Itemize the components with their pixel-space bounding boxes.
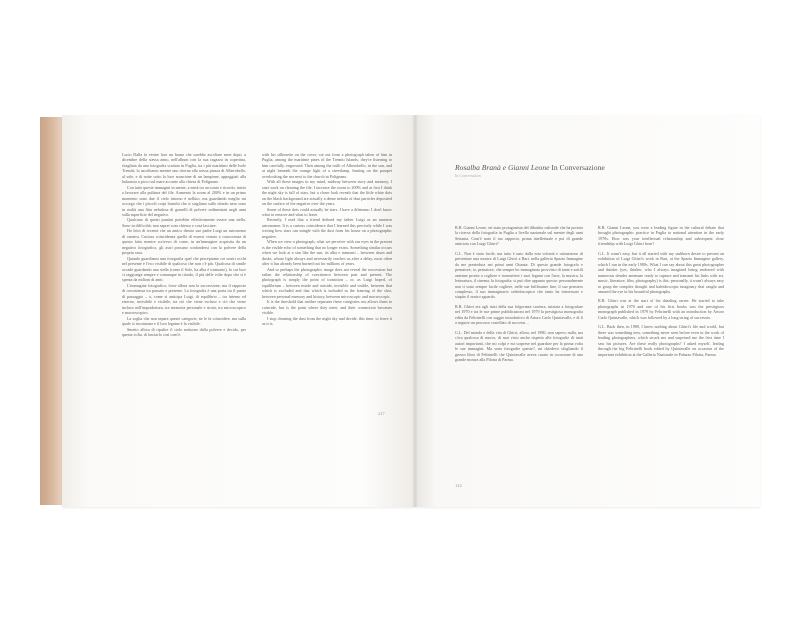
right-page-english-column bbox=[598, 225, 724, 455]
dialogue-paragraph: R.B. Ghirri era agli inizi della sua folgorante carriera, iniziata a fotografare nel 1970 e tra le sue prime pubblicazioni nel 1979 la prestigiosa monografia edita da Feltrinelli con saggio introduttivo di Arturo Carlo Quintavalle, e di lì a seguire un percorso costellato di successi… bbox=[455, 303, 583, 326]
interview-heading bbox=[455, 163, 605, 172]
right-page bbox=[415, 115, 760, 507]
interview-title: In Conversazione bbox=[551, 163, 605, 172]
dialogue-paragraph: G.L. Del mondo e della vita di Ghirri, allora, nel 1980, non sapevo nulla, ma c'era qualcosa di nuovo, di mai visto anche rispetto alle fotografie di tanti autori importanti, che mi colpì e mi sorprese nel guardare per la prima volta le sue immagini. Ma sono fotografie queste?, mi chiedevo sfogliando il grosso libro di Feltrinelli che Quintavalle aveva curato in occasione di una grande mostra alla Pilotta di Parma. bbox=[455, 329, 583, 362]
paragraph: Qualcuno di questi puntini potrebbe effettivamente essere una stella. Sono in difficoltà: non saprei cosa chiesso e cosa lasciare. bbox=[122, 217, 246, 228]
paragraph: It is the threshold that neither separates these categories nor allows them to coincide, but is the point where they meet, and their connection becomes visible. bbox=[262, 299, 392, 316]
paragraph: L'immagine fotografica, forse allora non la successione, ma il rapporto di coesistenza tra passato e presente. La fotografia è una porta tra il punto di passaggio – o, come si anticipa Luigi, di equilibrio – tra interno ed esterno, invisibile e visibile, tra ciò che viene escluso e ciò che viene incluso nell'inquadratura, tra memoria personale e storia, tra microscopico e macroscopico. bbox=[122, 282, 246, 316]
dialogue-paragraph: R.B. Gianni Leone, you were a leading figure in the cultural debate that brought photographic practice in Puglia to national attention in the early 1970s. How was your intellectual relationship and subsequent close friendship with Luigi Ghirri born? bbox=[598, 225, 724, 247]
paragraph: And so perhaps the photographic image does not reveal the succession but rather the relationship of coexistence between past and present. The photograph is simply the point of transition – or, as Luigi hoped, of equilibrium – between inside and outside, invisible and visible, between that which is excluded and that which is included in the framing of the shot, between personal memory and history, between microscopic and macroscopic. bbox=[262, 266, 392, 299]
paragraph: La soglia che non separa queste categorie, ne le fa coincidere, ma sulla quale si incontrano e il loro legame è la visibile. bbox=[122, 315, 246, 327]
paragraph: Ho letto di recente che un amico dentro suo padre Luigi un astronomo di camera. Curiosa coincidenza quella di essersi venuto a conoscenza di questo fatto mentre scrivevo di come, in un'immagine acquisita da un negativo fotografico, gli astri possano confondersi con la polvere della propria casa. bbox=[122, 228, 246, 256]
right-page-italian-column bbox=[455, 225, 583, 455]
paragraph: with his silhouette on the cover, cut out from a photograph taken of him in Puglia, among the maritime pines of the Tremiti Islands; they're listening to him carefully, engrossed. Then among the trulli of Alberobello, in the sun, and at night beneath the orange light of a streetlamp, leaning on the parapet overlooking the sea next to the church in Polignano. bbox=[262, 152, 392, 179]
page-number: 122 bbox=[455, 483, 462, 488]
paragraph: Quando guardiamo una fotografia quel che percepiamo coi nostri occhi nel presente è l'eco visibile di qualcosa che non c'è più. Qualcosa di simile accade guardando una stella (come il Sole, ha alba è tramonto), la cui luce ci raggiunge sempre e comunque in ritardo, il più delle volte dopo che si è spenta da milioni di anni. bbox=[122, 255, 246, 283]
left-page-english-column bbox=[262, 152, 392, 488]
dialogue-paragraph: R.B. Gianni Leone, sei stato protagonista del dibattito culturale che ha portato la ricerca della fotografia in Puglia a livello nazionale sul mentre degli anni Settanta. Com'è nato il tuo rapporto, prima intellettuale e poi di grande amicizia con Luigi Ghirri? bbox=[455, 225, 583, 247]
left-page bbox=[62, 115, 415, 507]
dialogue-paragraph: G.L. Non è stato facile, ma tutto è nato dalla mia volontà e ostinazione di presentare una mostra di Luigi Ghirri a Bari, nella galleria Spazio Immagine da me presieduta nei primi anni Ottanta. Di questo grande fotografo e pensatore, io, pensatore, che sempre ho immaginato provvisto di tante e sottili antenne pronte a cogliere e trasmettere i suoi legami con l'arte, la musica, la letteratura, il cinema, la fotografia; si può dire appunto questo: personalmente non ti sono sempre facile cogliere, nelle sue brillissime fine, il suo pensiero complesso, il suo immaginario caleidoscopico che tanto ha interessato e stupito il nostro sguardo. bbox=[455, 250, 583, 300]
dialogue-paragraph: G.L. Back then, in 1980, I knew nothing about Ghirri's life and world, but there was something new, something never seen before even in the work of leading photographers, which struck me and surprised me the first time I saw his pictures. Are these really photographs? I asked myself, leafing through the big Feltrinelli book edited by Quintavalle on occasion of the important exhibition at the Galleria Nazionale in Palazzo Pilotta, Parma. bbox=[598, 324, 724, 357]
paragraph: I stop cleaning the dust from the night sky and decide, this time, to leave it as it is. bbox=[262, 315, 392, 327]
interview-participants: Rosalba Branà e Gianni Leone bbox=[455, 163, 550, 172]
page-number: 227 bbox=[378, 411, 385, 416]
paragraph: Recently, I read that a friend defined my father Luigi as an amateur astronomer. It is a curious coincidence that I learned this precisely while I was writing how stars can mingle with the dust from his house on a photographic negative. bbox=[262, 217, 392, 239]
paragraph: Smetto allora di ripulire il cielo notturno dalla polvere e decido, per questa volta, di lasciarlo così com'è. bbox=[122, 326, 246, 337]
book-page-edge bbox=[40, 117, 62, 505]
paragraph: Some of these dots could actually be stars. I have a dilemma: I don't know what to remove and what to leave. bbox=[262, 206, 392, 217]
dialogue-paragraph: R.B. Ghirri was at the start of his dazzling career. He started to take photographs in 1970 and one of his first books was the prestigious monograph published in 1979 by Feltrinelli with an introduction by Arturo Carlo Quintavalle, which was followed by a long string of successes. bbox=[598, 298, 724, 320]
paragraph: Con tutte queste immagini in mente, a metà tra racconto e ricordo, inizio a lavorare alla pulitura del file. Aumento la zoom al 200% e in un primo momento sono due il cielo intorno è nelluto, ma guardando meglio mi accorgo che i piccoli corpi bianchi che si stagliano sullo sfondo nero sono in realtà una fitta nebulosa di granelli di polvere sedimentati negli anni sulla superficie del negativo. bbox=[122, 184, 246, 217]
paragraph: When we view a photograph, what we perceive with our eyes in the present is the visible echo of something that no longer exists. Something similar occurs when we look at a star like the sun, its alba e tramonti – between dawn and dusks, whose light always and necessarily reaches us after a delay, most often after it has already been burned out for millions of years. bbox=[262, 239, 392, 267]
interview-subtitle: In Conversation bbox=[455, 173, 481, 178]
book-gutter bbox=[412, 115, 418, 507]
left-page-italian-column bbox=[122, 152, 246, 452]
paragraph: Lucio Dalla fa venire loro un brano che sarebbe ascoltare mesi dopo, a dicembre della stessa anno, nell'album con la sua ragazza in copertina, ritagliata da una fotografia scattata in Puglia, tra i più marittimi delle Isole Tremiti; lo ascoltiamo mentre uno ritorna alla stessa piazza di Alberobello, al sole, e di notte sotto la luce arancione di un lampione, appoggiati alla balaustra a picco sul mare accanto alla chiesa di Polignano. bbox=[122, 152, 246, 185]
paragraph: With all these images in my mind, midway between story and memory, I start work on cleaning the file. I increase the zoom to 200% and at first I think the night sky is full of stars, but a closer look reveals that the little white dots on the black background are actually a dense nebula of dust particles deposited on the surface of the negative over the years. bbox=[262, 179, 392, 207]
dialogue-paragraph: G.L. It wasn't easy, but it all started with my stubborn desire to present an exhibition of Luigi Ghirri's work in Bari, at the Spazio Immagine gallery, which I ran in the early 1980s. What I can say about this great photographer and thinker (yes, thinker, who I always imagined being endowed with numerous slender antennae ready to capture and transmit his links with art, music, literature, film, photography) is this: personally, it wasn't always easy to grasp the complex thought and kaleidoscopic imaginary that caught and amazed the eye in his beautiful photographs. bbox=[598, 250, 724, 294]
open-book bbox=[40, 115, 765, 507]
